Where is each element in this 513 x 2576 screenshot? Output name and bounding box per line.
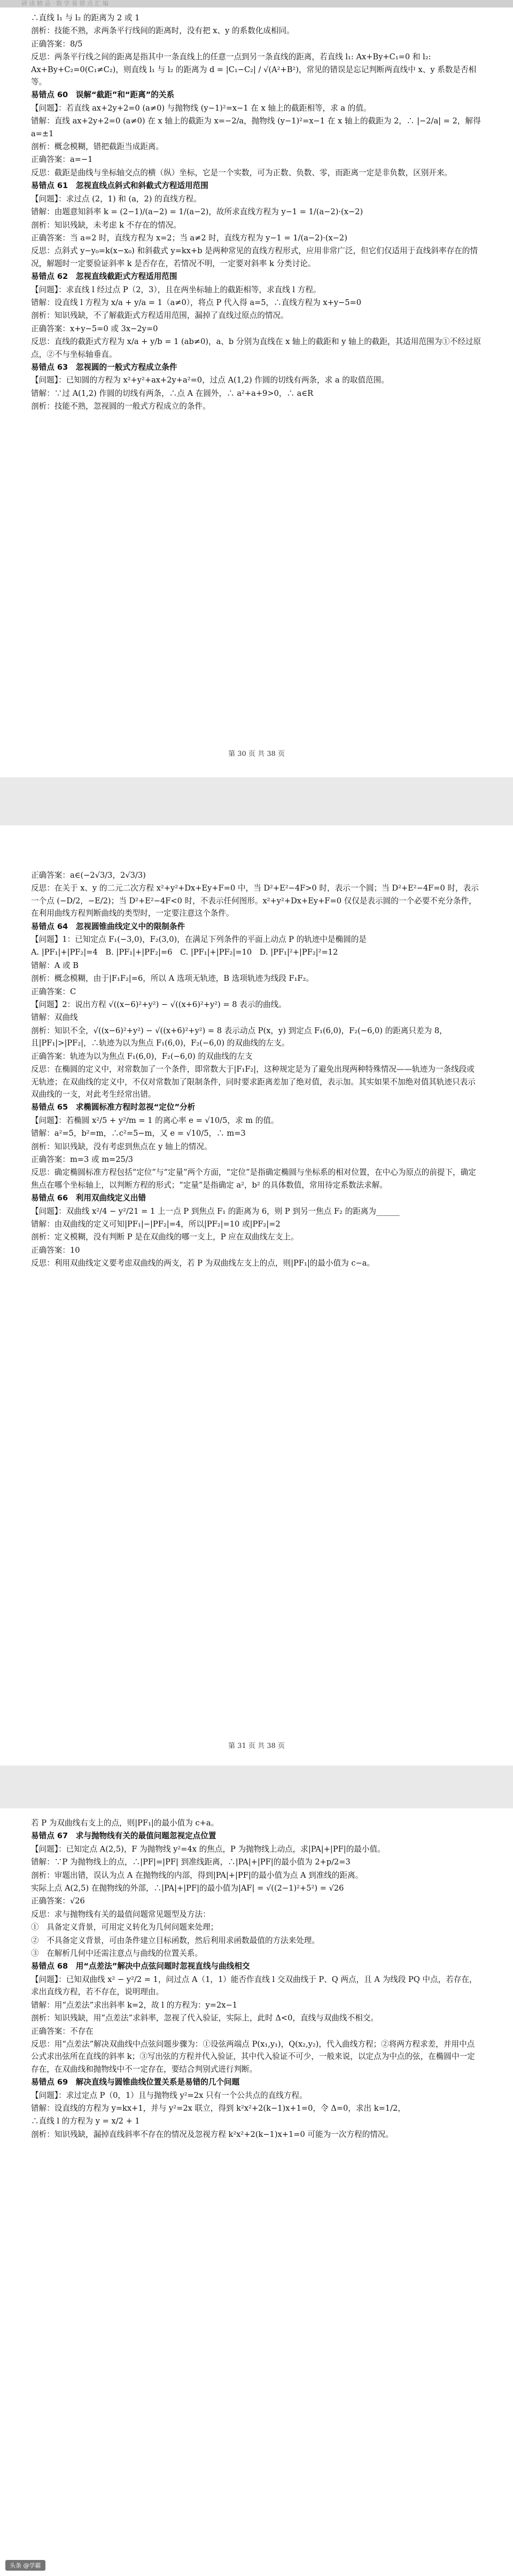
paragraph: 错解：直线 ax+2y+2=0 (a≠0) 在 x 轴上的截距为 x=−2/a，抛物线 (y−1)²=x−1 在 x 轴上的截距为 2，∴ |−2/a| = 2，解得 a=±1 bbox=[31, 116, 481, 138]
paragraph: 【问题】1：已知定点 F₁(−3,0)，F₂(3,0)，在满足下列条件的平面上动点 P 的轨迹中是椭圆的是 bbox=[31, 935, 367, 944]
paragraph: 正确答案：C bbox=[31, 987, 76, 996]
paragraph: 正确答案：a∈(−2√3/3，2√3/3) bbox=[31, 871, 146, 880]
paragraph: 正确答案：8/5 bbox=[31, 39, 83, 49]
section-heading: 易错点 65 求椭圆标准方程时忽视“定位”分析 bbox=[31, 1103, 196, 1112]
paragraph: 【问题】：已知圆的方程为 x²+y²+ax+2y+a²=0，过点 A(1,2) 作圆的切线有两条，求 a 的取值范围。 bbox=[31, 376, 389, 385]
section-heading: 易错点 62 忽视直线截距式方程适用范围 bbox=[31, 272, 177, 282]
section-heading: 易错点 68 用“点差法”解决中点弦问题时忽视直线与曲线相交 bbox=[31, 1962, 250, 1971]
paragraph: 错解：用“点差法”求出斜率 k=2，故 l 的方程为：y=2x−1 bbox=[31, 2000, 238, 2010]
paragraph: 实际上点 A(2,5) 在抛物线的外部，∴|PA|+|PF|的最小值为|AF| = √((2−1)²+5²) = √26 bbox=[31, 1884, 344, 1893]
paragraph: 正确答案：当 a=2 时，直线方程为 x=2；当 a≠2 时，直线方程为 y−1 = 1/(a−2)·(x−2) bbox=[31, 233, 347, 243]
page-3 bbox=[0, 1808, 513, 2576]
paragraph: ③ 在解析几何中还需注意点与曲线的位置关系。 bbox=[31, 1949, 203, 1958]
section-heading: 易错点 69 解决直线与圆锥曲线位置关系是易错的几个问题 bbox=[31, 2078, 240, 2087]
page-2-body bbox=[31, 869, 482, 1270]
paragraph: 【问题】：求过点 (2，1) 和 (a，2) 的直线方程。 bbox=[31, 194, 201, 204]
paragraph: 剖析：技能不熟，忽视圆的一般式方程成立的条件。 bbox=[31, 402, 211, 411]
paragraph: 正确答案：轨迹为以为焦点 F₁(6,0)，F₂(−6,0) 的双曲线的左支 bbox=[31, 1051, 253, 1061]
paragraph: 【问题】：已知双曲线 x² − y²/2 = 1，问过点 A（1，1）能否作直线 l 交双曲线于 P、Q 两点，且 A 为线段 PQ 中点，若存在，求出直线方程，若不存在，说明理由。 bbox=[31, 1974, 477, 1997]
paragraph: 错解：a²=5，b²=m，∴c²=5−m，又 e = √10/5，∴ m=3 bbox=[31, 1129, 246, 1138]
paragraph: 错解：由题意知斜率 k = (2−1)/(a−2) = 1/(a−2)，故所求直线方程为 y−1 = 1/(a−2)·(x−2) bbox=[31, 207, 363, 217]
source-badge: 头条 @学霸 bbox=[5, 2560, 45, 2571]
paragraph: 剖析：审题出错，误认为点 A 在抛物线的内部，得到|PA|+|PF|的最小值为点 A 到准线的距离。 bbox=[31, 1870, 363, 1880]
paragraph: 反思：两条平行线之间的距离是指其中一条直线上的任意一点到另一条直线的距离，若直线 l₁: Ax+By+C₁=0 和 l₂: Ax+By+C₂=0(C₁≠C₂)，则直线 l₁ 与 l₂ 的距离为 d = |C₁−C₂| / √(A²+B²)，常见的错误是忘记判断两直线中 x、y 系数是否相等。 bbox=[31, 52, 477, 87]
page-3-body bbox=[31, 1817, 482, 2141]
section-heading: 易错点 63 忽视圆的一般式方程成立条件 bbox=[31, 362, 177, 372]
paragraph: 剖析：概念模糊，错把截距当成距离。 bbox=[31, 142, 164, 152]
paragraph: ② 不具备定义背景，可由条件建立目标函数，然后利用求函数最值的方法来处理。 bbox=[31, 1935, 320, 1945]
section-heading: 易错点 60 误解“截距”和“距离”的关系 bbox=[31, 90, 175, 100]
paragraph: 剖析：知识残缺，不了解截距式方程适用范围，漏掉了直线过原点的情况。 bbox=[31, 311, 289, 321]
paragraph: A. |PF₁|+|PF₂|=4 B. |PF₁|+|PF₂|=6 C. |PF₁|+|PF₂|=10 D. |PF₁|²+|PF₂|²=12 bbox=[31, 948, 338, 957]
paragraph: 反思：用“点差法”解决双曲线中点弦问题步骤为：①设弦两端点 P(x₁,y₁)，Q(x₂,y₂)，代入曲线方程；②将两方程求差，并用中点公式求出弦所在直线的斜率 k；③写出弦的方程并代入验证，其中代入验证不可少，一般来说，以定点为中点的弦，在椭圆中一定存在，在双曲线和抛物线中不一定存在，要结合判别式进行判断。 bbox=[31, 2039, 475, 2074]
section-heading: 易错点 61 忽视直线点斜式和斜截式方程适用范围 bbox=[31, 181, 208, 191]
paragraph: 正确答案：a=−1 bbox=[31, 155, 93, 165]
paragraph: 【问题】：求过定点 P（0，1）且与抛物线 y²=2x 只有一个公共点的直线方程。 bbox=[31, 2090, 307, 2100]
paragraph: ∴直线 l 的方程为 y = x/2 + 1 bbox=[31, 2117, 140, 2126]
paragraph: 【问题】：若直线 ax+2y+2=0 (a≠0) 与抛物线 (y−1)²=x−1 在 x 轴上的截距相等，求 a 的值。 bbox=[31, 103, 371, 113]
page-number: 第 30 页 共 38 页 bbox=[228, 750, 285, 758]
paragraph: 【问题】：若椭圆 x²/5 + y²/m = 1 的离心率 e = √10/5，求 m 的值。 bbox=[31, 1115, 279, 1125]
paragraph: 剖析：知识残缺，用“点差法”求斜率，忽视了代入验证，实际上，此时 Δ<0，直线与双曲线不相交。 bbox=[31, 2013, 378, 2023]
header-ghost-text: 研 读 精 品 · 数 学 易 错 点 汇 编 bbox=[21, 0, 108, 7]
paragraph: 【问题】：已知定点 A(2,5)，F 为抛物线 y²=4x 的焦点，P 为抛物线上动点，求|PA|+|PF|的最小值。 bbox=[31, 1844, 385, 1854]
paragraph: 剖析：技能不熟，求两条平行线间的距离时，没有把 x、y 的系数化成相同。 bbox=[31, 26, 294, 36]
section-heading: 易错点 66 利用双曲线定义出错 bbox=[31, 1193, 146, 1203]
paragraph: 反思：利用双曲线定义要考虑双曲线的两支，若 P 为双曲线左支上的点，则|PF₁|的最小值为 c−a。 bbox=[31, 1259, 375, 1268]
paragraph: 错解：由双曲线的定义可知|PF₁|−|PF₂|=4，所以|PF₂|=10 或|PF₂|=2 bbox=[31, 1219, 281, 1229]
paragraph: 错解：A 或 B bbox=[31, 961, 79, 970]
paragraph: 正确答案：m=3 或 m=25/3 bbox=[31, 1154, 134, 1164]
paragraph: 反思：点斜式 y−y₀=k(x−x₀) 和斜截式 y=kx+b 是两种常见的直线方程形式，应用非常广泛，但它们仅适用于直线斜率存在的情况，解题时一定要验证斜率 k 是否存在，若情况不明，一定要对斜率 k 分类讨论。 bbox=[31, 246, 478, 268]
paragraph: 剖析：概念模糊，由于|F₁F₂|=6，所以 A 选项无轨迹，B 选项轨迹为线段 F₁F₂。 bbox=[31, 974, 314, 983]
page-number: 第 31 页 共 38 页 bbox=[228, 1742, 285, 1750]
paragraph: 剖析：知识残缺，没有考虑到焦点在 y 轴上的情况。 bbox=[31, 1142, 212, 1151]
paragraph: 错解：∵P 为抛物线上的点，∴|PF|=|PF| 到准线距离，∴|PA|+|PF|的最小值为 2+p/2=3 bbox=[31, 1857, 351, 1867]
paragraph: 错解：∵过 A(1,2) 作圆的切线有两条，∴点 A 在圆外，∴ a²+a+9>0，∴ a∈R bbox=[31, 388, 314, 398]
paragraph: 反思：在关于 x、y 的二元二次方程 x²+y²+Dx+Ey+F=0 中，当 D²+E²−4F>0 时，表示一个圆；当 D²+E²−4F=0 时，表示一个点 (−D/2，−E/2)；当 D²+E²−4F<0 时，不表示任何图形。x²+y²+Dx+Ey+F=0 仅仅是表示圆的一个必要不充分条件，在利用曲线方程判断曲线的类型时，一定要注意这个条件。 bbox=[31, 884, 479, 918]
paragraph: 正确答案：10 bbox=[31, 1245, 80, 1255]
section-heading: 易错点 67 求与抛物线有关的最值问题忽视定点位置 bbox=[31, 1831, 216, 1841]
paragraph: 反思：确定椭圆标准方程包括“定位”与“定量”两个方面，“定位”是指确定椭圆与坐标系的相对位置，在中心为原点的前提下，确定焦点在哪个坐标轴上，以判断方程的形式；“定量”是指确定 a²，b² 的具体数值，常用待定系数法求解。 bbox=[31, 1168, 476, 1190]
paragraph: 剖析：知识不全，√((x−6)²+y²) − √((x+6)²+y²) = 8 表示动点 P(x，y) 到定点 F₁(6,0)，F₂(−6,0) 的距离只差为 8，且|PF₁|>|PF₂|，∴轨迹为以为焦点 F₁(6,0)，F₂(−6,0) 的双曲线的左支。 bbox=[31, 1026, 447, 1048]
paragraph: 反思：求与抛物线有关的最值问题常见题型及方法： bbox=[31, 1909, 211, 1919]
paragraph: 错解：设直线 l 方程为 x/a + y/a = 1（a≠0），将点 P 代入得 a=5，∴直线方程为 x+y−5=0 bbox=[31, 298, 362, 307]
paragraph: 正确答案：x+y−5=0 或 3x−2y=0 bbox=[31, 324, 158, 333]
paragraph: ∴直线 l₁ 与 l₂ 的距离为 2 或 1 bbox=[31, 13, 140, 22]
paragraph: 反思：截距是曲线与坐标轴交点的横（纵）坐标，它是一个实数，可为正数、负数、零，而距离一定是非负数，区别开来。 bbox=[31, 168, 453, 177]
paragraph: 错解：设直线的方程为 y=kx+1，并与 y²=2x 联立，得到 k²x²+2(k−1)x+1=0，令 Δ=0，求出 k=1/2， bbox=[31, 2103, 406, 2113]
paragraph: 反思：在椭圆的定义中，对常数加了一个条件，即常数大于|F₁F₂|，这种规定是为了避免出现两种特殊情况——轨迹为一条线段或无轨迹；在双曲线的定义中，不仅对常数加了限制条件，同时要求距离差加了绝对值，表示加。其实如果不加绝对值其轨迹只表示双曲线的一支，对此考生经常出错。 bbox=[31, 1065, 476, 1099]
paragraph: 反思：直线的截距式方程为 x/a + y/b = 1 (ab≠0)，a、b 分别为直线在 x 轴上的截距和 y 轴上的截距，其适用范围为①不经过原点，②不与坐标轴垂直。 bbox=[31, 337, 481, 359]
paragraph: 【问题】：双曲线 x²/4 − y²/21 = 1 上一点 P 到焦点 F₁ 的距离为 6，则 P 到另一焦点 F₂ 的距离为______ bbox=[31, 1206, 400, 1216]
page-2 bbox=[0, 825, 513, 1766]
paragraph: 正确答案：√26 bbox=[31, 1896, 85, 1906]
page-1-body bbox=[31, 12, 482, 413]
paragraph: 剖析：知识残缺，漏掉直线斜率不存在的情况及忽视方程 k²x²+2(k−1)x+1=0 可能为一次方程的情况。 bbox=[31, 2129, 393, 2139]
paragraph: ① 具备定义背景，可用定义转化为几何问题来处理； bbox=[31, 1923, 219, 1932]
paragraph: 若 P 为双曲线右支上的点，则|PF₁|的最小值为 c+a。 bbox=[31, 1818, 219, 1828]
section-heading: 易错点 64 忽视圆锥曲线定义中的限制条件 bbox=[31, 922, 185, 931]
paragraph: 正确答案：不存在 bbox=[31, 2026, 94, 2036]
paragraph: 【问题】2：说出方程 √((x−6)²+y²) − √((x+6)²+y²) = 8 表示的曲线。 bbox=[31, 1000, 286, 1010]
paragraph: 剖析：定义模糊，没有判断 P 是在双曲线的哪一支上，P 应在双曲线左支上。 bbox=[31, 1232, 299, 1242]
page-1 bbox=[0, 0, 513, 777]
paragraph: 剖析：知识残缺，未考虑 k 不存在的情况。 bbox=[31, 220, 181, 230]
paragraph: 【问题】：求直线 l 经过点 P（2，3），且在两坐标轴上的截距相等，求直线 l 方程。 bbox=[31, 285, 321, 294]
paragraph: 错解：双曲线 bbox=[31, 1013, 78, 1022]
